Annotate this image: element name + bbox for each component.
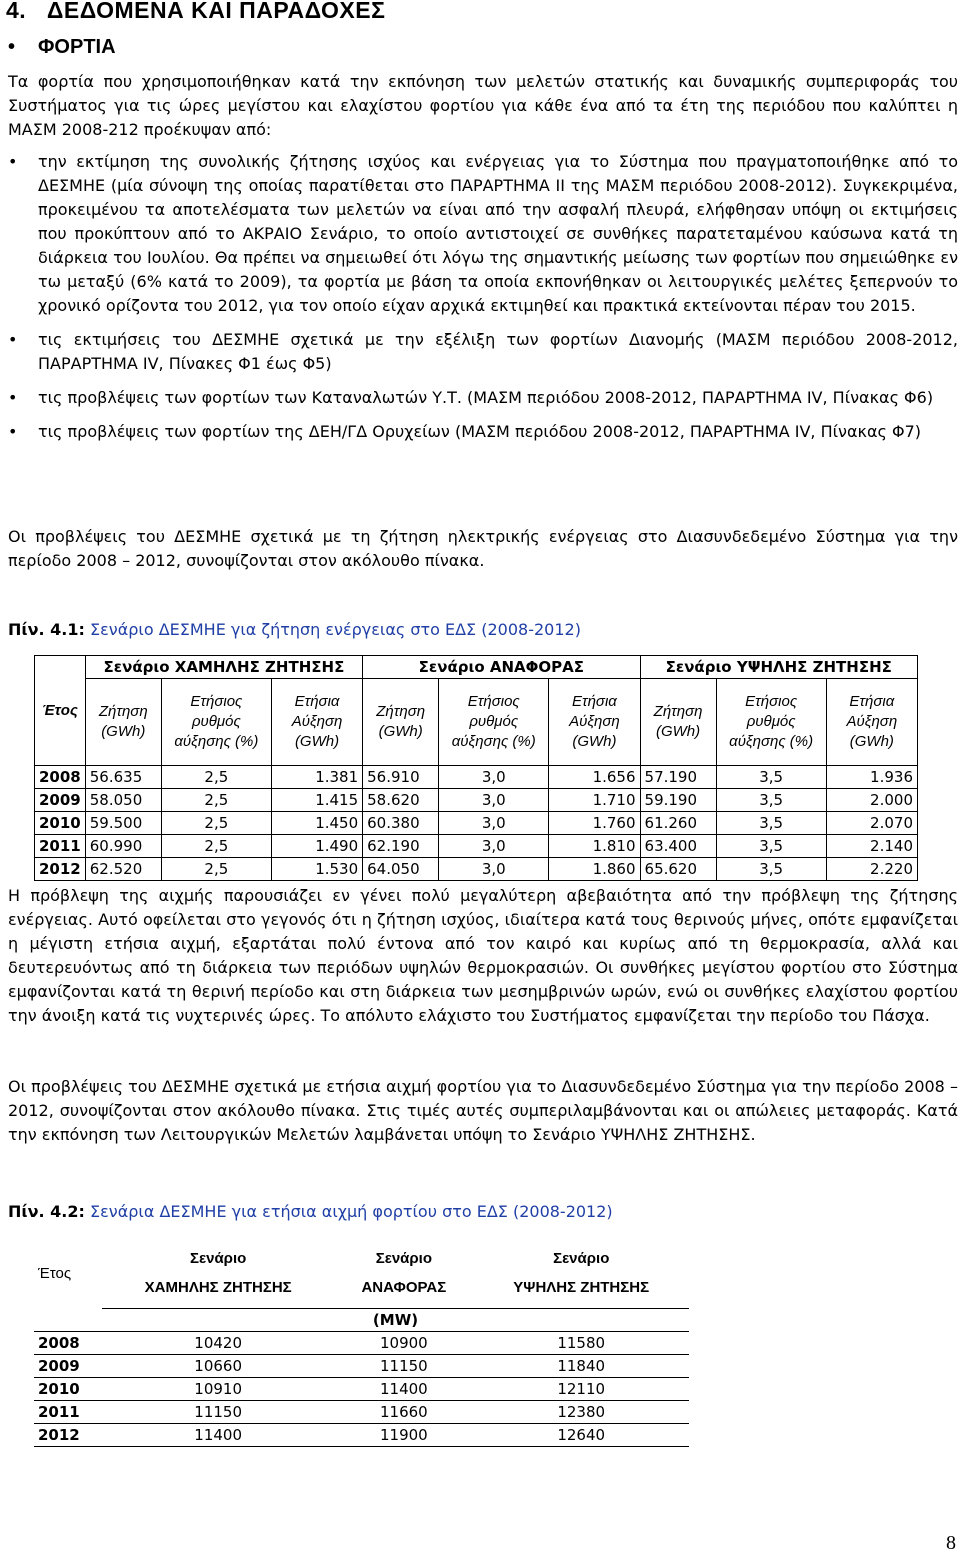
- table-cell: 64.050: [363, 858, 439, 881]
- table-cell: 60.380: [363, 812, 439, 835]
- table-cell: 2009: [35, 789, 86, 812]
- table-cell: 1.760: [549, 812, 640, 835]
- table-cell: 11580: [473, 1332, 689, 1355]
- table2-scenario-high: [473, 1238, 689, 1309]
- table-cell: 10420: [102, 1332, 334, 1355]
- table-row: [34, 1332, 689, 1355]
- table-cell: 11400: [102, 1424, 334, 1447]
- paragraph-energy-intro: Οι προβλέψεις του ΔΕΣΜΗΕ σχετικά με τη ζήτηση ηλεκτρικής ενέργειας στο Διασυνδεδεμένο Σύστημα για την περίοδο 2008 – 2012, συνοψίζονται στον ακόλουθο πίνακα.: [8, 527, 958, 570]
- source-list: [8, 150, 958, 454]
- table-cell: 2.070: [826, 812, 917, 835]
- table-cell: 2,5: [161, 789, 271, 812]
- paragraph-peak-uncertainty: Η πρόβλεψη της αιχμής παρουσιάζει εν γένει πολύ μεγαλύτερη αβεβαιότητα από την πρόβλεψη της ζήτησης ενέργειας. Αυτό οφείλεται στο γεγονός ότι η ζήτηση ισχύος, ιδιαίτερα κατά τους θερινούς μήνες, οπότε εμφανίζεται η μέγιστη ετήσια αιχμή, εξαρτάται πολύ έντονα από τον καιρό και κυρίως από τη θερμοκρασία, αλλά και δευτερευόντως από τη διάρκεια των περιόδων υψηλών θερμοκρασιών. Οι συνθήκες μεγίστου φορτίου στο Σύστημα εμφανίζονται κατά τη θερινή περίοδο και στη διάρκεια των μεσημβρινών ωρών, ενώ οι συνθήκες ελαχίστου φορτίου την άνοιξη κατά τις νυχτερινές ώρες. Το απόλυτο ελάχιστο του Συστήματος εμφανίζεται την περίοδο του Πάσχα.: [8, 886, 958, 1025]
- table-cell: 2010: [34, 1378, 102, 1401]
- table-row: [34, 1424, 689, 1447]
- table2-scenario-line: ΧΑΜΗΛΗΣ ΖΗΤΗΣΗΣ: [144, 1279, 292, 1296]
- table1-caption: [8, 620, 581, 639]
- list-item: • τις εκτιμήσεις του ΔΕΣΜΗΕ σχετικά με την εξέλιξη των φορτίων Διανομής (ΜΑΣΜ περιόδου 2008-2012, ΠΑΡΑΡΤΗΜΑ IV, Πίνακες Φ1 έως Φ5): [8, 328, 958, 376]
- table1-subheader: Ετήσια Αύξηση (GWh): [549, 679, 640, 766]
- bullet-icon: •: [8, 36, 16, 58]
- paragraph-peak-intro: Οι προβλέψεις του ΔΕΣΜΗΕ σχετικά με ετήσια αιχμή φορτίου για το Διασυνδεδεμένο Σύστημα για την περίοδο 2008 – 2012, συνοψίζονται στον ακόλουθο πίνακα. Στις τιμές αυτές συμπεριλαμβάνονται και οι απώλειες μεταφοράς. Κατά την εκπόνηση των Λειτουργικών Μελετών λαμβάνεται υπόψη το Σενάριο ΥΨΗΛΗΣ ΖΗΤΗΣΗΣ.: [8, 1077, 958, 1144]
- table1-subheader: Ετήσια Αύξηση (GWh): [826, 679, 917, 766]
- table-cell: 2,5: [161, 812, 271, 835]
- table-cell: 3,5: [716, 835, 826, 858]
- table-cell: 3,5: [716, 766, 826, 789]
- section-title: ΦΟΡΤΙΑ: [38, 36, 116, 58]
- table-cell: 3,5: [716, 812, 826, 835]
- table-cell: 3,0: [439, 835, 549, 858]
- table-row: [35, 789, 918, 812]
- table-cell: 1.860: [549, 858, 640, 881]
- table-cell: 58.620: [363, 789, 439, 812]
- table-row: [35, 812, 918, 835]
- table-cell: 1.710: [549, 789, 640, 812]
- list-item: • την εκτίμηση της συνολικής ζήτησης ισχύος και ενέργειας για το Σύστημα που πραγματοποιήθηκε από το ΔΕΣΜΗΕ (μία σύνοψη της οποίας παρατίθεται στο ΠΑΡΑΡΤΗΜΑ ΙΙ της ΜΑΣΜ περιόδου 2008-2012). Συγκεκριμένα, προκειμένου τα αποτελέσματα των μελετών να είναι από την ασφαλή πλευρά, ελήφθησαν υπόψη οι εκτιμήσεις που προκύπτουν από το ΑΚΡΑΙΟ Σενάριο, το οποίο αντιστοιχεί σε συνθήκες παρατεταμένου καύσωνα κατά τη διάρκεια του Ιουλίου. Θα πρέπει να σημειωθεί ότι λόγω της σημαντικής μείωσης των φορτίων που σημειώθηκε εν τω μεταξύ (6% κατά το 2009), τα φορτία με βάση τα οποία εκπονήθηκαν οι λειτουργικές μελέτες ξεπερνούν το χρονικό ορίζοντα του 2012, για τον οποίο είχαν αρχικά εκτιμηθεί και πρακτικά εκτείνονται πέραν του 2015.: [8, 150, 958, 318]
- energy-demand-table: [34, 655, 918, 881]
- table-cell: 62.190: [363, 835, 439, 858]
- table-cell: 1.810: [549, 835, 640, 858]
- table-cell: 1.490: [271, 835, 362, 858]
- table-cell: 12110: [473, 1378, 689, 1401]
- table-cell: 2.140: [826, 835, 917, 858]
- peak-load-table: [34, 1238, 689, 1447]
- table-row: [35, 835, 918, 858]
- table-row: [34, 1401, 689, 1424]
- table1-subheader: Ζήτηση (GWh): [640, 679, 716, 766]
- table2-scenario-line: ΑΝΑΦΟΡΑΣ: [361, 1279, 447, 1296]
- table-cell: 3,5: [716, 789, 826, 812]
- table2-scenario-line: Σενάριο: [375, 1250, 433, 1267]
- table-cell: 3,0: [439, 789, 549, 812]
- table-cell: 56.635: [85, 766, 161, 789]
- table2-caption: [8, 1202, 613, 1221]
- table2-caption-number: Πίν. 4.2:: [8, 1202, 85, 1221]
- page-number: 8: [946, 1532, 956, 1554]
- table1-year-header: Έτος: [35, 656, 86, 766]
- table-cell: 3,0: [439, 858, 549, 881]
- table-cell: 2010: [35, 812, 86, 835]
- table-cell: 60.990: [85, 835, 161, 858]
- table-cell: 2.220: [826, 858, 917, 881]
- table-cell: 11840: [473, 1355, 689, 1378]
- table-cell: 57.190: [640, 766, 716, 789]
- table2-unit: (MW): [102, 1309, 689, 1332]
- intro-paragraph: Τα φορτία που χρησιμοποιήθηκαν κατά την εκπόνηση των μελετών στατικής και δυναμικής συμπεριφοράς του Συστήματος για τις ώρες μεγίστου και ελαχίστου φορτίου για κάθε ένα από τα έτη της περιόδου που καλύπτει η ΜΑΣΜ 2008-212 προέκυψαν από:: [8, 72, 958, 139]
- table1-subheader: Ζήτηση (GWh): [363, 679, 439, 766]
- table-cell: 58.050: [85, 789, 161, 812]
- table1-subheader: Ετήσιος ρυθμός αύξησης (%): [439, 679, 549, 766]
- table2-scenario-line: ΥΨΗΛΗΣ ΖΗΤΗΣΗΣ: [513, 1279, 650, 1296]
- table-cell: 1.450: [271, 812, 362, 835]
- table-cell: [34, 1309, 102, 1332]
- list-item: • τις προβλέψεις των φορτίων των Καταναλωτών Υ.Τ. (ΜΑΣΜ περιόδου 2008-2012, ΠΑΡΑΡΤΗΜΑ IV, Πίνακας Φ6): [8, 386, 958, 410]
- table1-subheader: Ετήσιος ρυθμός αύξησης (%): [161, 679, 271, 766]
- table-cell: 2011: [35, 835, 86, 858]
- table1-scenario-high: Σενάριο ΥΨΗΛΗΣ ΖΗΤΗΣΗΣ: [640, 656, 917, 679]
- table-cell: 2012: [35, 858, 86, 881]
- table-cell: 10660: [102, 1355, 334, 1378]
- table2-year-header: Έτος: [38, 1264, 72, 1282]
- table2-scenario-low: [102, 1238, 334, 1309]
- table-cell: 59.190: [640, 789, 716, 812]
- table-cell: 65.620: [640, 858, 716, 881]
- table-cell: 3,0: [439, 812, 549, 835]
- table-cell: 11400: [334, 1378, 473, 1401]
- table-cell: 11660: [334, 1401, 473, 1424]
- table-cell: 2012: [34, 1424, 102, 1447]
- table-cell: 2,5: [161, 858, 271, 881]
- table-cell: 1.530: [271, 858, 362, 881]
- table-cell: 2008: [34, 1332, 102, 1355]
- table-cell: 11900: [334, 1424, 473, 1447]
- table-cell: 11150: [102, 1401, 334, 1424]
- table1-caption-number: Πίν. 4.1:: [8, 620, 85, 639]
- table-cell: 1.936: [826, 766, 917, 789]
- table-cell: 10910: [102, 1378, 334, 1401]
- table-cell: 1.656: [549, 766, 640, 789]
- table-cell: 2,5: [161, 835, 271, 858]
- table-cell: 11150: [334, 1355, 473, 1378]
- table1-caption-text: Σενάριο ΔΕΣΜΗΕ για ζήτηση ενέργειας στο ΕΔΣ (2008-2012): [84, 620, 581, 639]
- section-heading: [8, 36, 116, 59]
- table-cell: 10900: [334, 1332, 473, 1355]
- table1-scenario-ref: Σενάριο ΑΝΑΦΟΡΑΣ: [363, 656, 640, 679]
- table-row: [35, 766, 918, 789]
- table-cell: 12640: [473, 1424, 689, 1447]
- table2-caption-text: Σενάρια ΔΕΣΜΗΕ για ετήσια αιχμή φορτίου στο ΕΔΣ (2008-2012): [84, 1202, 613, 1221]
- table-cell: 59.500: [85, 812, 161, 835]
- table1-subheader: Ετήσιος ρυθμός αύξησης (%): [716, 679, 826, 766]
- table-row: [34, 1355, 689, 1378]
- chapter-heading: 4. ΔΕΔΟΜΕΝΑ ΚΑΙ ΠΑΡΑΔΟΧΕΣ: [6, 0, 386, 23]
- table-cell: 3,5: [716, 858, 826, 881]
- table-row: [34, 1378, 689, 1401]
- table-cell: 2009: [34, 1355, 102, 1378]
- table-cell: 3,0: [439, 766, 549, 789]
- table1-subheader: Ετήσια Αύξηση (GWh): [271, 679, 362, 766]
- list-item: • τις προβλέψεις των φορτίων της ΔΕΗ/ΓΔ Ορυχείων (ΜΑΣΜ περιόδου 2008-2012, ΠΑΡΑΡΤΗΜΑ IV, Πίνακας Φ7): [8, 420, 958, 444]
- table2-scenario-line: Σενάριο: [190, 1250, 247, 1267]
- table-cell: 61.260: [640, 812, 716, 835]
- table-cell: 1.381: [271, 766, 362, 789]
- table-cell: 12380: [473, 1401, 689, 1424]
- table2-scenario-ref: [334, 1238, 473, 1309]
- table1-scenario-low: Σενάριο ΧΑΜΗΛΗΣ ΖΗΤΗΣΗΣ: [85, 656, 362, 679]
- table-cell: 2011: [34, 1401, 102, 1424]
- table2-scenario-line: Σενάριο: [553, 1250, 610, 1267]
- table-cell: 63.400: [640, 835, 716, 858]
- table-cell: 2008: [35, 766, 86, 789]
- table1-subheader: Ζήτηση (GWh): [85, 679, 161, 766]
- table-cell: 2,5: [161, 766, 271, 789]
- table-cell: 56.910: [363, 766, 439, 789]
- table-cell: 1.415: [271, 789, 362, 812]
- table-cell: 62.520: [85, 858, 161, 881]
- table-cell: 2.000: [826, 789, 917, 812]
- table-row: [35, 858, 918, 881]
